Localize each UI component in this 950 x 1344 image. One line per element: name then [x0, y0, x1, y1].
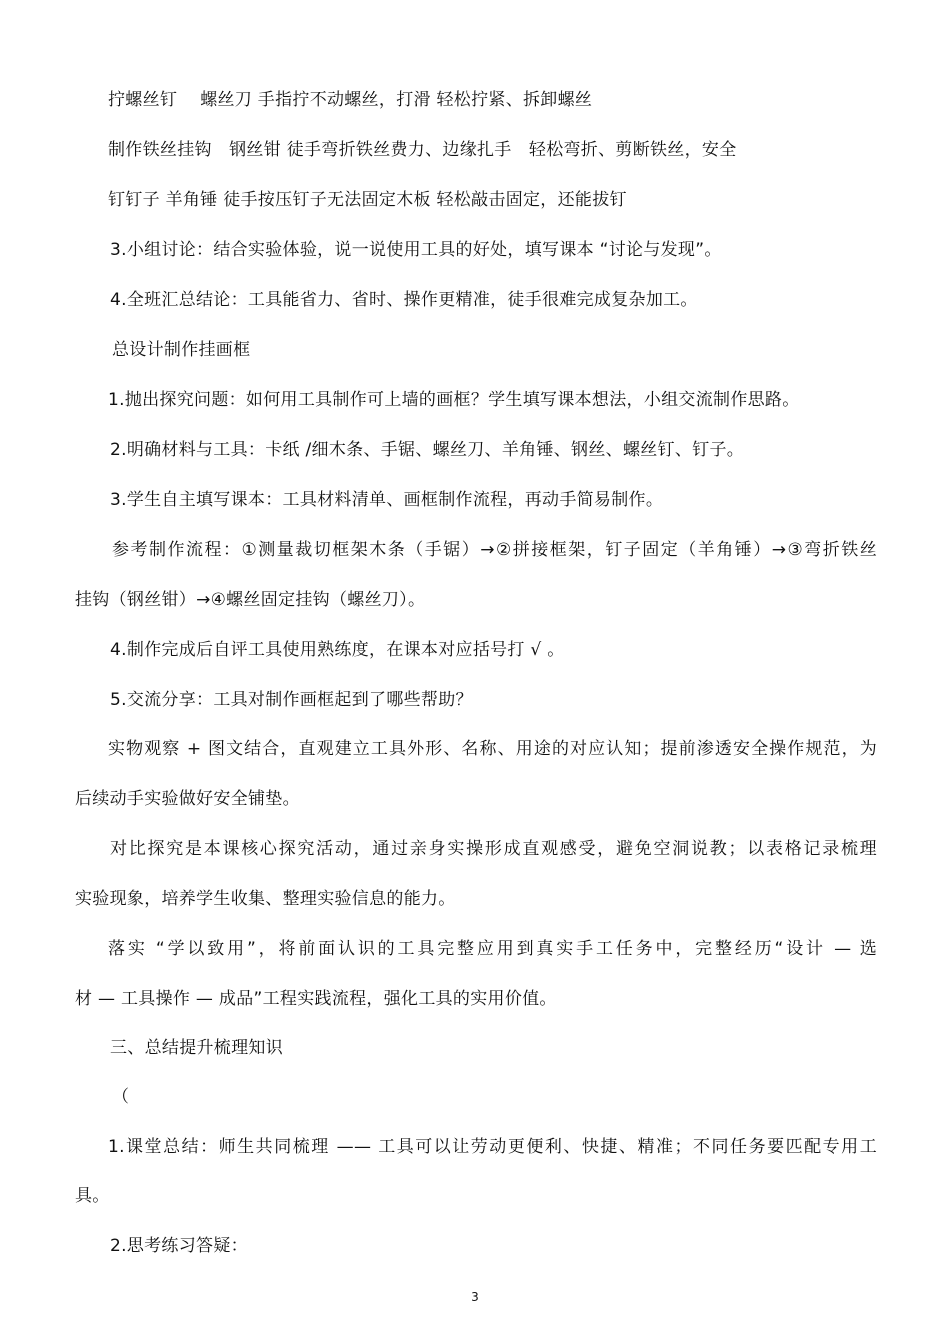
paragraph-observe-line-2: 后续动手实验做好安全铺垫。	[75, 789, 300, 809]
paragraph-compare-line-2: 实验现象，培养学生收集、整理实验信息的能力。	[75, 889, 456, 909]
table-row-screw: 拧螺丝钉 螺丝刀 手指拧不动螺丝，打滑 轻松拧紧、拆卸螺丝	[108, 90, 593, 110]
paragraph-flow-line-2: 挂钩（钢丝钳）→④螺丝固定挂钩（螺丝刀）。	[75, 590, 426, 610]
section-heading-frame: 总设计制作挂画框	[112, 340, 251, 360]
paragraph-step-1: 1.抛出探究问题：如何用工具制作可上墙的画框？学生填写课本想法，小组交流制作思路。	[108, 390, 800, 410]
paragraph-observe-line-1: 实物观察 + 图文结合，直观建立工具外形、名称、用途的对应认知；提前渗透安全操作规范，为	[108, 739, 877, 759]
paragraph-step-2: 2.明确材料与工具：卡纸 /细木条、手锯、螺丝刀、羊角锤、钢丝、螺丝钉、钉子。	[110, 440, 745, 460]
paragraph-apply-line-1: 落实 “学以致用”，将前面认识的工具完整应用到真实手工任务中，完整经历“设计 — 选	[108, 939, 877, 959]
section-heading-summary: 三、总结提升梳理知识	[110, 1038, 283, 1058]
paragraph-step-5: 5.交流分享：工具对制作画框起到了哪些帮助？	[110, 690, 473, 710]
paragraph-step-4: 4.制作完成后自评工具使用熟练度，在课本对应括号打 √ 。	[110, 640, 565, 660]
table-row-nail: 钉钉子 羊角锤 徒手按压钉子无法固定木板 轻松敲击固定，还能拔钉	[108, 190, 627, 210]
paragraph-discussion: 3.小组讨论：结合实验体验，说一说使用工具的好处，填写课本 “讨论与发现”。	[110, 240, 722, 260]
paragraph-summary-line-2: 具。	[75, 1186, 110, 1206]
paragraph-conclusion: 4.全班汇总结论：工具能省力、省时、操作更精准，徒手很难完成复杂加工。	[110, 290, 698, 310]
paragraph-flow-line-1: 参考制作流程：①测量裁切框架木条（手锯）→②拼接框架，钉子固定（羊角锤）→③弯折铁丝	[112, 540, 877, 560]
paragraph-qa: 2.思考练习答疑：	[110, 1236, 248, 1256]
table-row-wire-hook: 制作铁丝挂钩 钢丝钳 徒手弯折铁丝费力、边缘扎手 轻松弯折、剪断铁丝，安全	[108, 140, 737, 160]
page-number: 3	[471, 1290, 479, 1304]
paragraph-step-3: 3.学生自主填写课本：工具材料清单、画框制作流程，再动手简易制作。	[110, 490, 664, 510]
paragraph-apply-line-2: 材 — 工具操作 — 成品”工程实践流程，强化工具的实用价值。	[75, 989, 557, 1009]
paragraph-compare-line-1: 对比探究是本课核心探究活动，通过亲身实操形成直观感受，避免空洞说教；以表格记录梳理	[110, 839, 877, 859]
paragraph-paren: （	[112, 1087, 130, 1107]
paragraph-summary-line-1: 1.课堂总结：师生共同梳理 —— 工具可以让劳动更便利、快捷、精准；不同任务要匹配专用工	[108, 1137, 877, 1157]
